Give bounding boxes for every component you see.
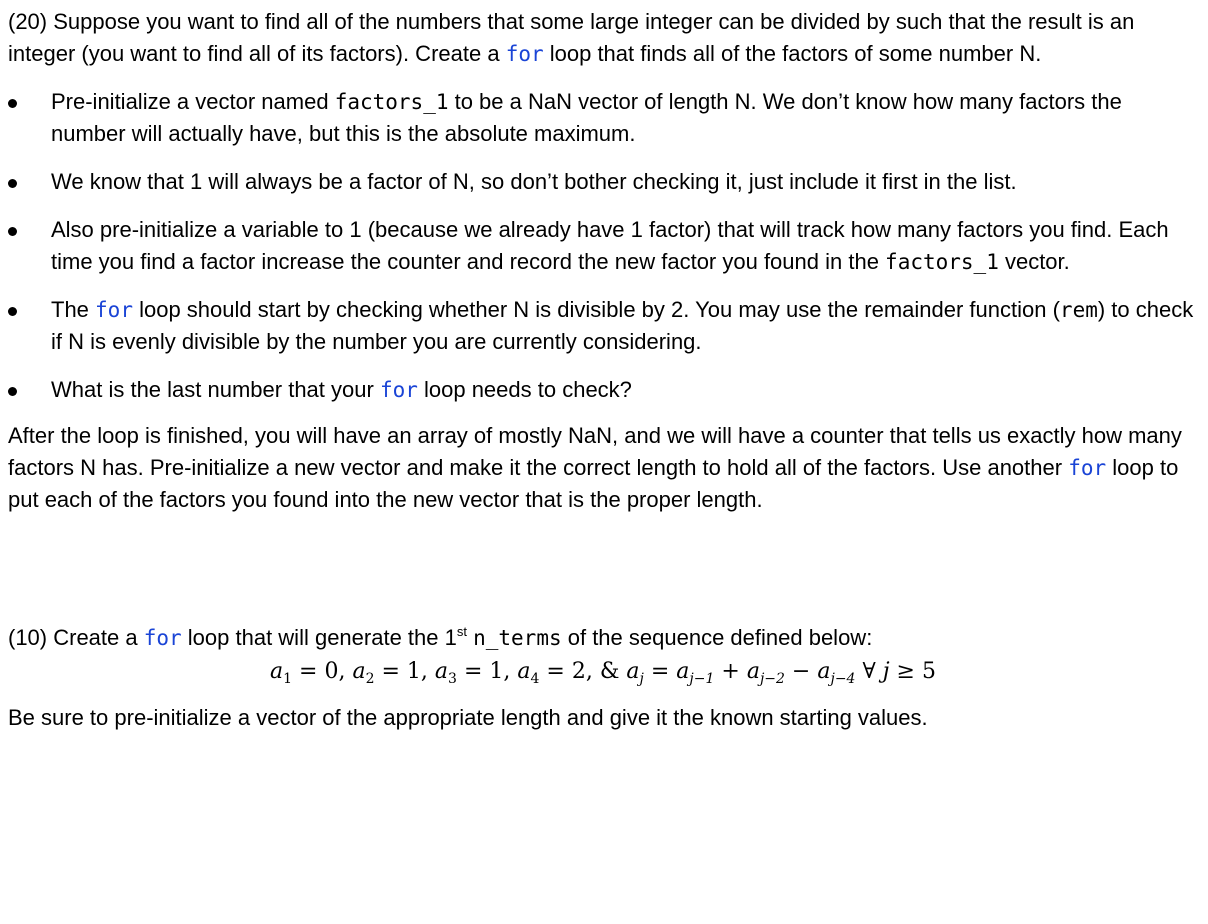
eq-sub: 3: [448, 671, 457, 687]
bullet-text: What is the last number that your: [51, 377, 380, 402]
bullet-icon: [8, 387, 17, 396]
spacer: [8, 516, 1198, 622]
problem-1-intro: [8, 6, 1198, 70]
eq-sub: 4: [530, 671, 540, 687]
followup-text-end: loop to put each of the factors you found into the new vector that is the proper length.: [8, 455, 1179, 512]
eq-part: = 2, &: [539, 659, 627, 684]
instruction-list: [8, 86, 1198, 406]
eq-var: a: [352, 659, 366, 684]
eq-part: = 0,: [292, 659, 353, 684]
bullet-text: Pre-initialize a vector named: [51, 89, 335, 114]
eq-part: =: [643, 659, 677, 684]
eq-var: a: [517, 659, 531, 684]
list-item: [8, 374, 1198, 406]
eq-sub: 1: [283, 671, 293, 687]
list-item: [8, 294, 1198, 358]
eq-sub: j−1: [689, 671, 715, 687]
bullet-text-end: ) to check if N is evenly divisible by the number you are currently considering.: [51, 297, 1194, 354]
bullet-icon: [8, 99, 17, 108]
eq-sub: j−4: [830, 671, 856, 687]
eq-var: a: [434, 659, 449, 684]
bullet-icon: [8, 179, 17, 188]
code-factors-1: factors_1: [885, 250, 999, 274]
eq-var: a: [817, 659, 831, 684]
ordinal-superscript: st: [456, 624, 467, 639]
eq-var: a: [626, 659, 640, 684]
followup-text: After the loop is finished, you will have an array of mostly NaN, and we will have a counter that tells us exactly how many factors N has. Pre-initialize a new vector and make it the correct length to hold all of the factors. Use another: [8, 423, 1182, 480]
bullet-icon: [8, 227, 17, 236]
bullet-text: The: [51, 297, 96, 322]
eq-part: = 1,: [374, 659, 435, 684]
bullet-text-end: loop needs to check?: [417, 377, 632, 402]
assignment-page: [8, 6, 1198, 734]
problem-1-intro-text-end: loop that finds all of the factors of some number N.: [543, 41, 1042, 66]
code-n-terms: n_terms: [473, 626, 562, 650]
eq-var: a: [746, 659, 760, 684]
eq-part: −: [784, 659, 818, 684]
bullet-text-end: to be a NaN vector of length N. We don’t know how many factors the number will actually have, but this is the absolute maximum.: [51, 89, 1122, 146]
eq-var: a: [676, 659, 690, 684]
bullet-icon: [8, 307, 17, 316]
eq-var: a: [270, 659, 284, 684]
sequence-equation: [8, 656, 1198, 688]
list-item: [8, 214, 1198, 278]
eq-part: +: [714, 659, 747, 684]
for-keyword: for: [95, 298, 133, 322]
eq-part: ≥ 5: [889, 659, 936, 684]
problem-1-intro-text: (20) Suppose you want to find all of the numbers that some large integer can be divided by such that the result is an integer (you want to find all of its factors). Create a: [8, 9, 1135, 66]
bullet-text-end: vector.: [998, 249, 1070, 274]
list-item: [8, 86, 1198, 150]
bullet-text: We know that 1 will always be a factor of N, so don’t bother checking it, just include it first in the list.: [51, 169, 1017, 194]
for-keyword: for: [505, 42, 544, 66]
eq-var: j: [882, 659, 890, 684]
for-keyword: for: [379, 378, 418, 402]
eq-sub: j−2: [759, 671, 785, 687]
for-keyword: for: [1068, 456, 1107, 480]
problem-2-intro: [8, 622, 1198, 654]
list-item: [8, 166, 1198, 198]
eq-part: = 1,: [456, 659, 518, 684]
eq-sub: 2: [365, 671, 375, 687]
eq-part: ∀: [855, 659, 883, 684]
problem-2-intro-text: (10) Create a: [8, 625, 144, 650]
problem-2-note: Be sure to pre-initialize a vector of the appropriate length and give it the known starting values.: [8, 705, 928, 730]
for-keyword: for: [143, 626, 182, 650]
eq-sub: j: [639, 671, 644, 687]
bullet-text-mid: loop should start by checking whether N is divisible by 2. You may use the remainder function (: [132, 297, 1060, 322]
problem-2-intro-text-mid: loop that will generate the 1: [181, 625, 457, 650]
problem-2-intro-text-end: of the sequence defined below:: [561, 625, 873, 650]
code-factors-1: factors_1: [334, 90, 449, 114]
code-rem: rem: [1059, 298, 1098, 322]
problem-1-followup: [8, 420, 1198, 516]
bullet-text: Also pre-initialize a variable to 1 (because we already have 1 factor) that will track how many factors you find. Each time you find a factor increase the counter and record the new factor you found in the: [51, 217, 1169, 274]
